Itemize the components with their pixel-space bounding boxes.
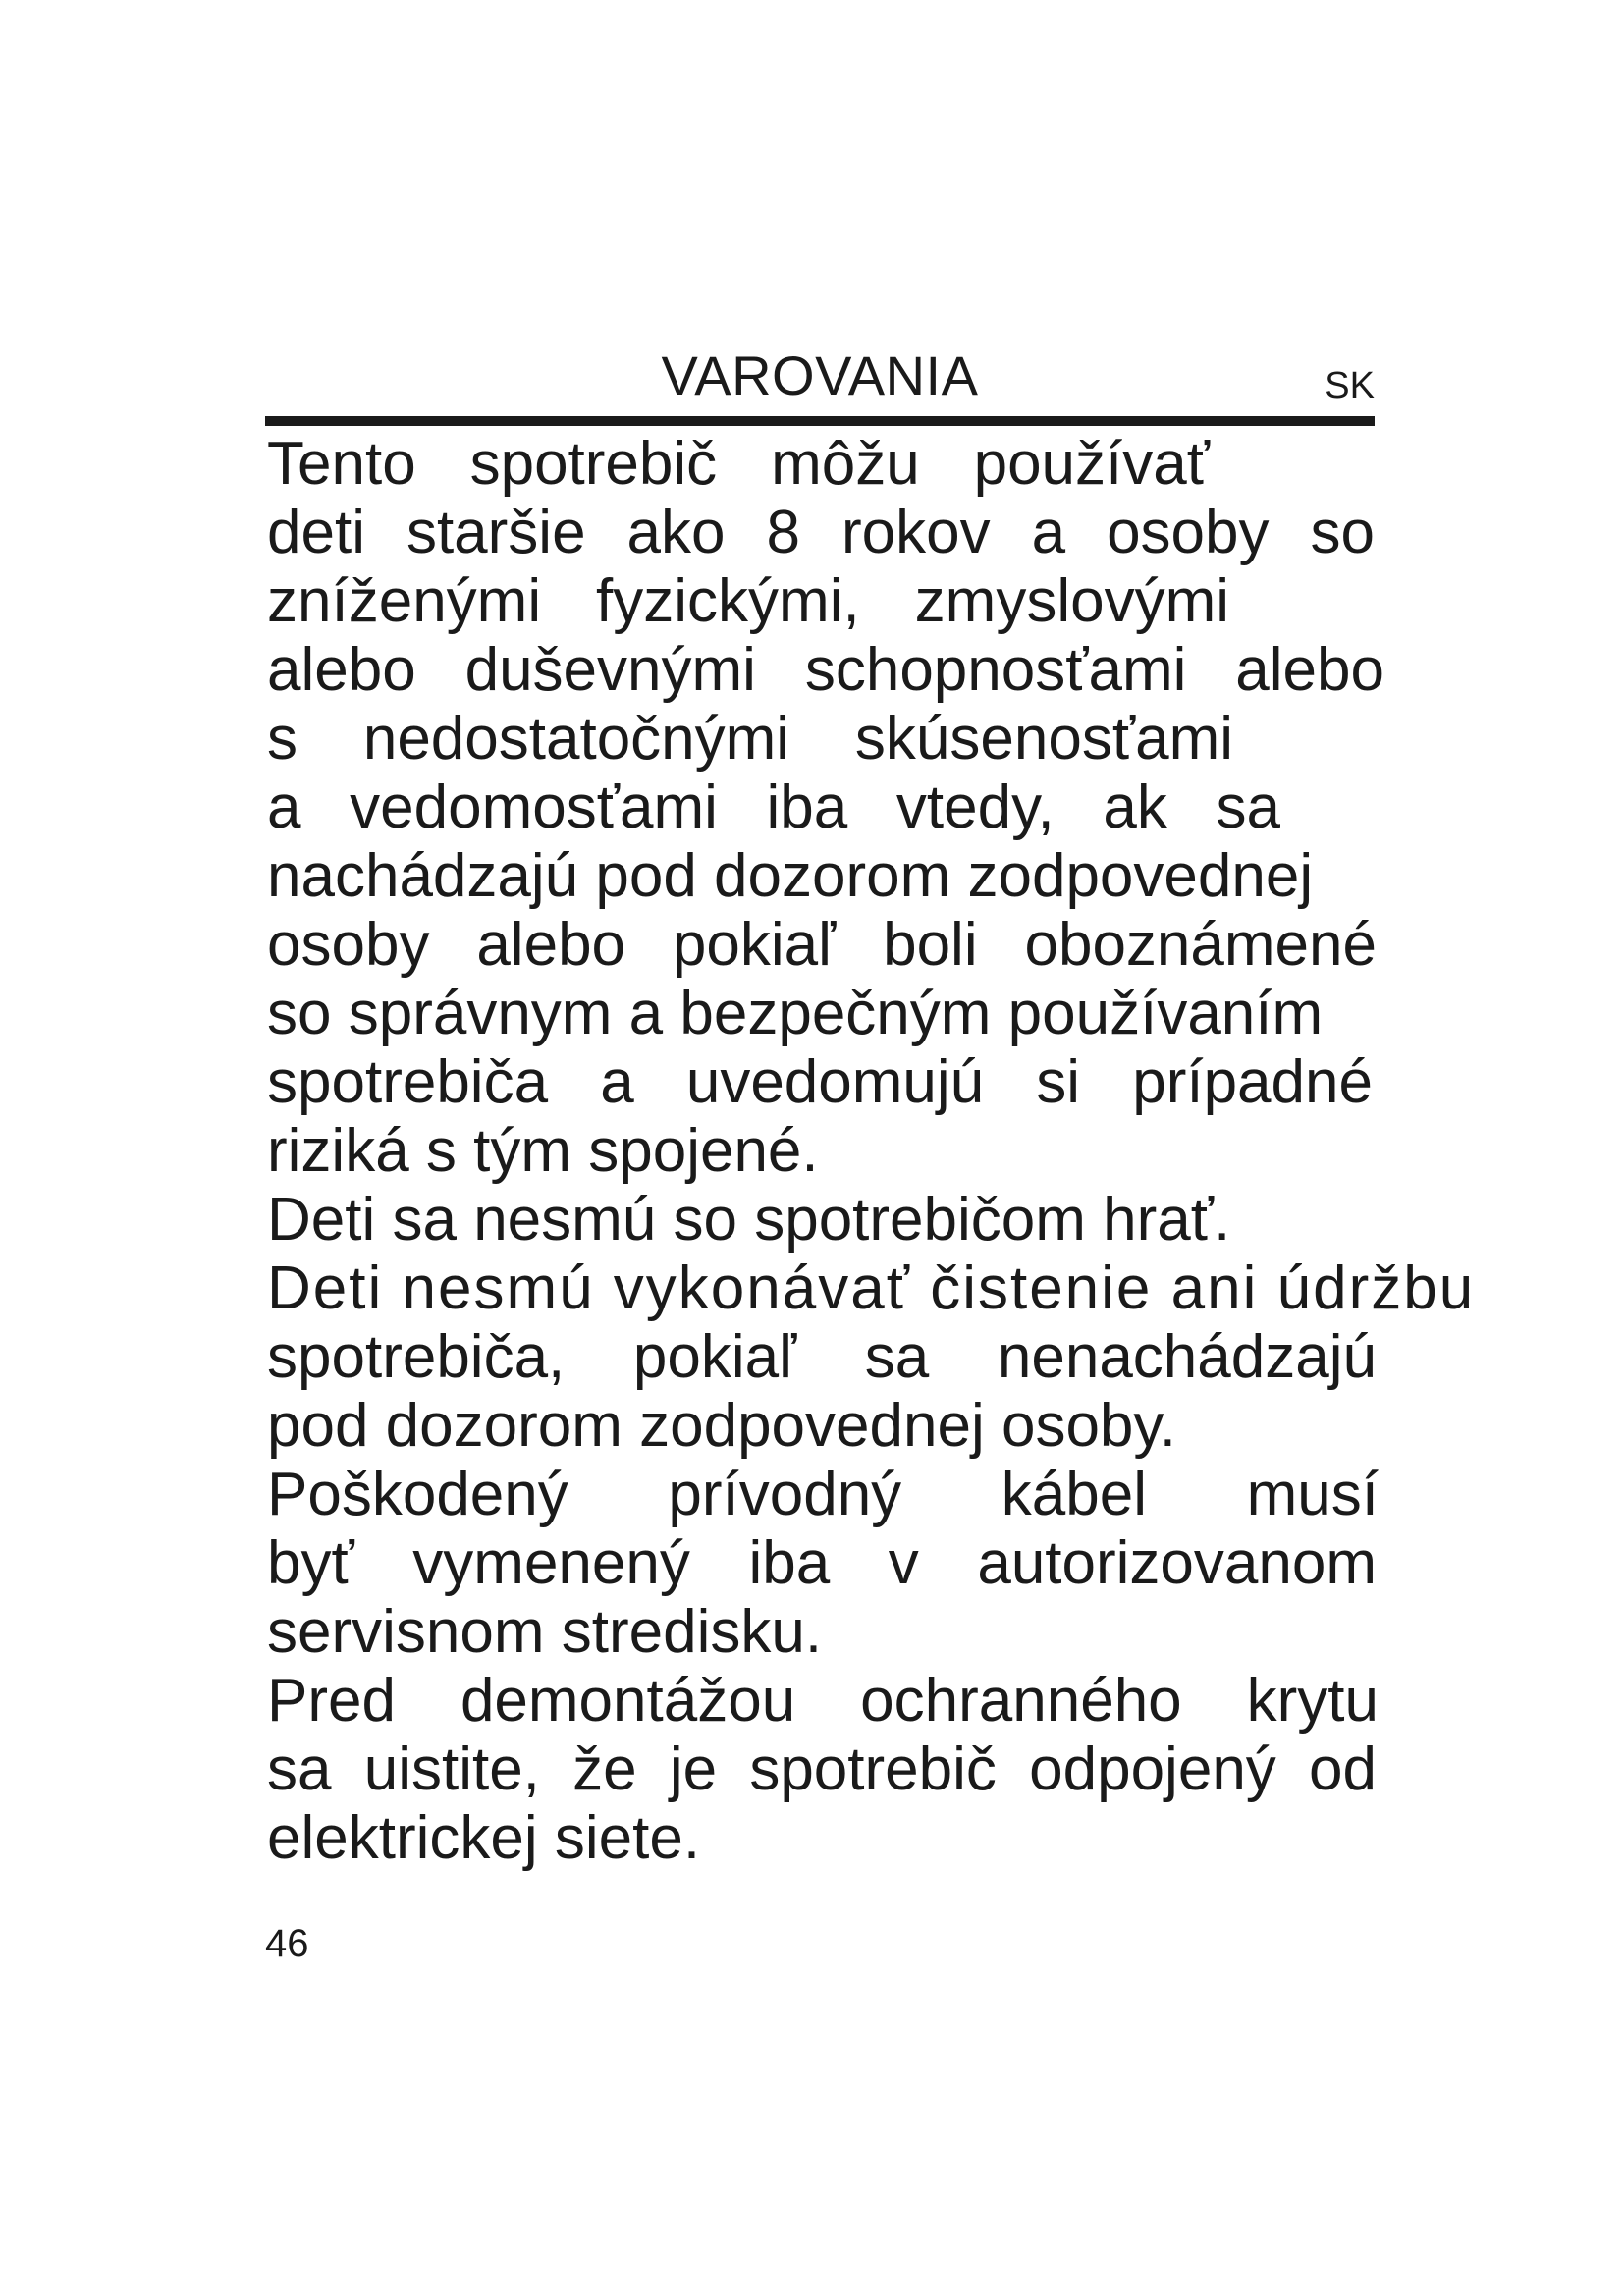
page-number: 46 xyxy=(265,1922,309,1965)
text-line: Tento spotrebič môžu používať xyxy=(267,430,1210,498)
language-code: SK xyxy=(1325,365,1375,406)
text-line: alebo duševnými schopnosťami alebo xyxy=(267,636,1384,704)
text-line: Poškodený prívodný kábel musí xyxy=(267,1461,1379,1528)
text-line: zníženými fyzickými, zmyslovými xyxy=(267,567,1229,635)
text-line: riziká s tým spojené. xyxy=(267,1117,819,1185)
text-line: spotrebiča, pokiaľ sa nenachádzajú xyxy=(267,1323,1377,1391)
text-line: byť vymenený iba v autorizovanom xyxy=(267,1529,1377,1597)
text-line: servisnom stredisku. xyxy=(267,1598,823,1666)
text-line: nachádzajú pod dozorom zodpovednej xyxy=(267,842,1314,910)
text-line: deti staršie ako 8 rokov a osoby so xyxy=(267,499,1375,566)
text-line: a vedomosťami iba vtedy, ak sa xyxy=(267,774,1280,841)
text-line-wrap xyxy=(267,1255,1476,1323)
text-line: Deti nesmú vykonávať čistenie ani údržbu xyxy=(267,1255,1476,1322)
text-line: elektrickej siete. xyxy=(267,1804,701,1872)
text-line: pod dozorom zodpovednej osoby. xyxy=(267,1392,1177,1460)
text-line: so správnym a bezpečným používaním xyxy=(267,980,1324,1047)
text-line: Pred demontážou ochranného krytu xyxy=(267,1667,1379,1735)
warning-text xyxy=(267,430,1476,1873)
header-divider xyxy=(265,416,1375,426)
section-title: VAROVANIA xyxy=(661,345,979,406)
text-line: spotrebiča a uvedomujú si prípadné xyxy=(267,1048,1373,1116)
page-header xyxy=(265,344,1375,428)
text-line: sa uistite, že je spotrebič odpojený od xyxy=(267,1735,1377,1803)
text-line: s nedostatočnými skúsenosťami xyxy=(267,705,1233,773)
text-line: Deti sa nesmú so spotrebičom hrať. xyxy=(267,1186,1231,1254)
text-line: osoby alebo pokiaľ boli oboznámené xyxy=(267,911,1377,979)
